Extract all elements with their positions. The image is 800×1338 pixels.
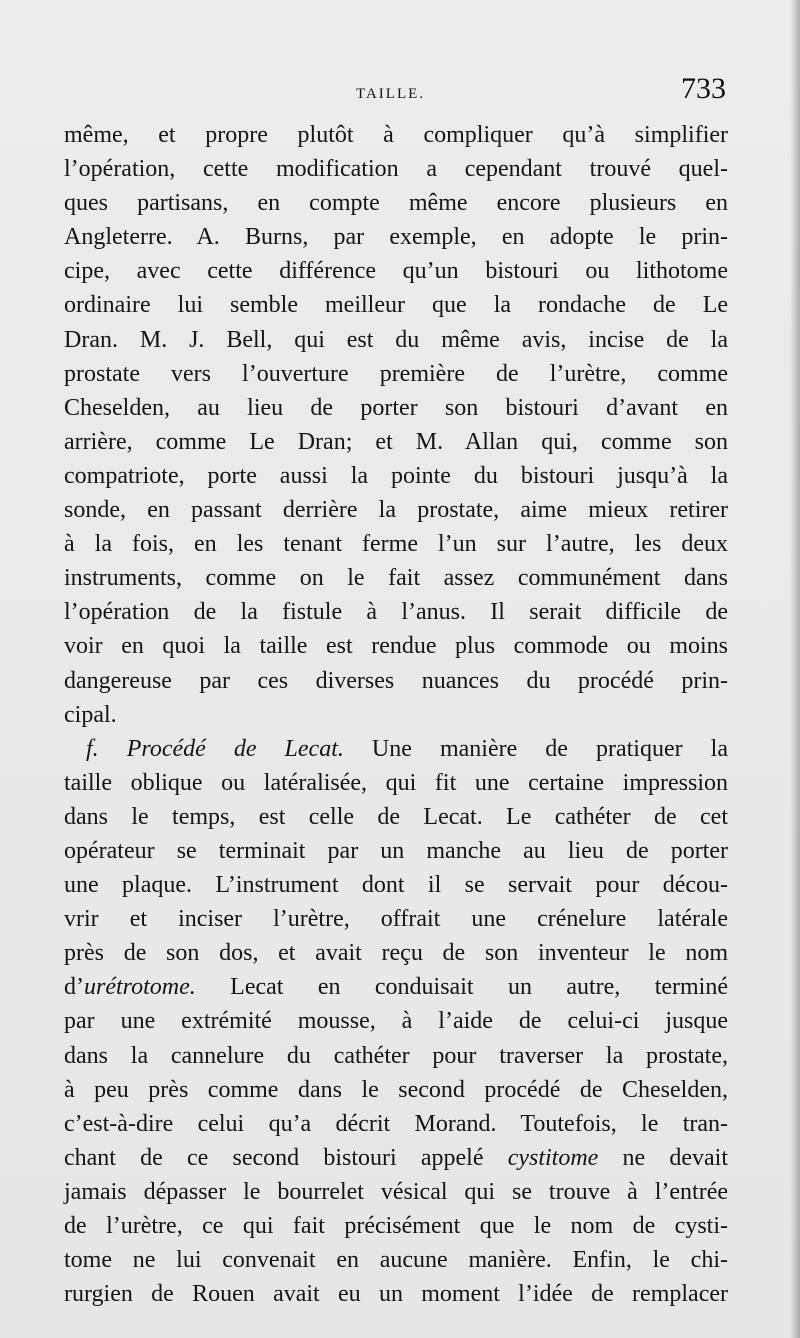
text-line: dans le temps, est celle de Lecat. Le cathéter de cet xyxy=(64,803,728,830)
section-marker: f. Procédé de Lecat. xyxy=(86,735,344,762)
text-line: vrir et inciser l’urètre, offrait une crénelure latérale xyxy=(64,906,728,933)
page-number: 733 xyxy=(681,72,726,105)
text-line: l’opération de la fistule à l’anus. Il serait difficile de xyxy=(64,599,728,626)
text-line: dangereuse par ces diverses nuances du procédé prin- xyxy=(64,667,728,694)
text-line: tome ne lui convenait en aucune manière. Enfin, le chi- xyxy=(64,1247,728,1274)
text-line: rurgien de Rouen avait eu un moment l’idée de remplacer xyxy=(64,1281,728,1308)
cystitome-line xyxy=(64,1141,728,1175)
text-line: prostate vers l’ouverture première de l’urètre, comme xyxy=(64,360,728,387)
running-head: TAILLE. xyxy=(356,86,426,102)
text-line: ques partisans, en compte même encore plusieurs en xyxy=(64,190,728,217)
text-line: par une extrémité mousse, à l’aide de celui-ci jusque xyxy=(64,1008,728,1035)
uretrotome-line xyxy=(64,970,728,1004)
uretrotome-line-rest: Lecat en conduisait un autre, terminé xyxy=(230,974,729,1001)
page-header xyxy=(0,68,800,118)
text-line: arrière, comme Le Dran; et M. Allan qui, comme son xyxy=(64,428,728,455)
text-line: Angleterre. A. Burns, par exemple, en adopte le prin- xyxy=(64,224,728,251)
text-line: opérateur se terminait par un manche au lieu de porter xyxy=(64,837,728,864)
text-line: cipe, avec cette différence qu’un bistouri ou lithotome xyxy=(64,258,728,285)
text-line: de l’urètre, ce qui fait précisément que le nom de cysti- xyxy=(64,1213,728,1239)
text-line: c’est-à-dire celui qu’a décrit Morand. Toutefois, le tran- xyxy=(64,1110,728,1137)
text-line: jamais dépasser le bourrelet vésical qui se trouve à l’entrée xyxy=(64,1178,728,1205)
text-line: à peu près comme dans le second procédé de Cheselden, xyxy=(64,1076,728,1103)
uretrotome-term: urétrotome. xyxy=(84,974,196,1001)
text-line: Dran. M. J. Bell, qui est du même avis, incise de la xyxy=(64,326,728,353)
text-line: sonde, en passant derrière la prostate, aime mieux retirer xyxy=(64,497,728,524)
text-line: compatriote, porte aussi la pointe du bistouri jusqu’à la xyxy=(64,462,728,489)
cystitome-after: ne devait xyxy=(622,1144,729,1171)
text-line: dans la cannelure du cathéter pour traverser la prostate, xyxy=(64,1042,728,1069)
cystitome-before: chant de ce second bistouri appelé xyxy=(64,1144,484,1171)
text-line: Cheselden, au lieu de porter son bistouri d’avant en xyxy=(64,394,728,421)
text-line: même, et propre plutôt à compliquer qu’à simplifier xyxy=(64,122,728,148)
uretrotome-prefix: d’ xyxy=(64,974,84,1001)
text-line: instruments, comme on le fait assez communément dans xyxy=(64,565,728,592)
text-line: une plaque. L’instrument dont il se servait pour décou- xyxy=(64,872,728,899)
section-first-line-text: Une manière de pratiquer la xyxy=(371,735,728,762)
page-edge-shadow xyxy=(790,0,800,1338)
text-line: taille oblique ou latéralisée, qui fit une certaine impression xyxy=(64,769,728,796)
text-line: ordinaire lui semble meilleur que la rondache de Le xyxy=(64,292,728,319)
section-heading-line xyxy=(64,732,728,766)
body-text xyxy=(64,118,728,1311)
text-line: l’opération, cette modification a cependant trouvé quel- xyxy=(64,156,728,183)
text-line: près de son dos, et avait reçu de son inventeur le nom xyxy=(64,940,728,967)
text-line: à la fois, en les tenant ferme l’un sur l’autre, les deux xyxy=(64,531,728,558)
text-line: voir en quoi la taille est rendue plus commode ou moins xyxy=(64,633,728,660)
paragraph-end-line: cipal. xyxy=(64,701,117,728)
cystitome-term: cystitome xyxy=(507,1144,599,1171)
